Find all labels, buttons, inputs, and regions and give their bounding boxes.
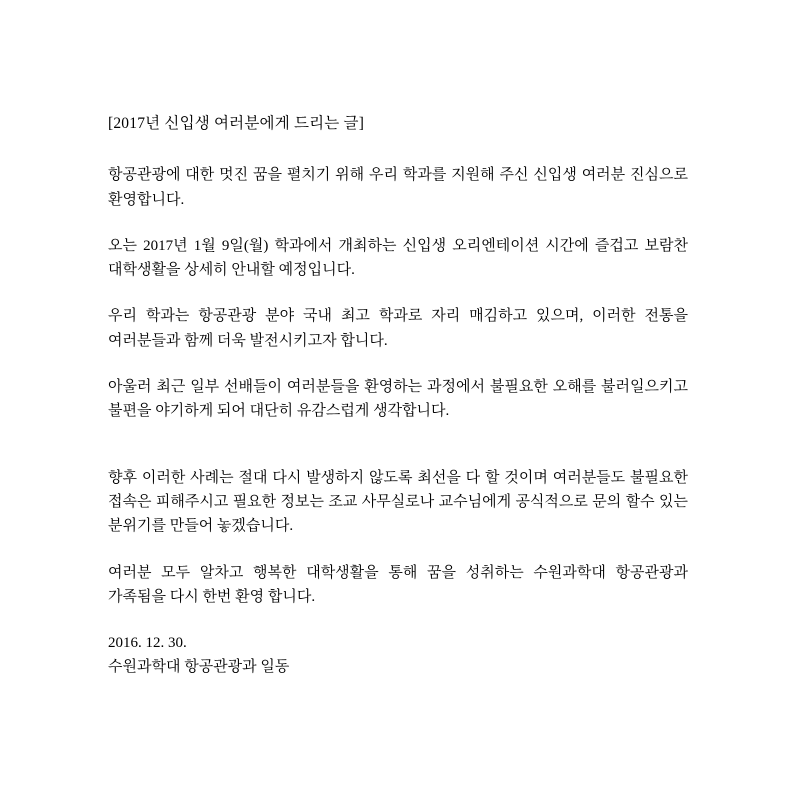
paragraph-apology: 아울러 최근 일부 선배들이 여러분들을 환영하는 과정에서 불필요한 오해를 불러일으키고 불편을 야기하게 되어 대단히 유감스럽게 생각합니다. <box>108 379 688 420</box>
paragraph-prevention: 향후 이러한 사례는 절대 다시 발생하지 않도록 최선을 다 할 것이며 여러분들도 불필요한 접속은 피해주시고 필요한 정보는 조교 사무실로나 교수님에게 공식적으로 문의 할수 있는 분위기를 만들어 놓겠습니다. <box>108 469 688 535</box>
paragraph-closing-welcome: 여러분 모두 알차고 행복한 대학생활을 통해 꿈을 성취하는 수원과학대 항공관광과 가족됨을 다시 한번 환영 합니다. <box>108 564 688 605</box>
signature-author: 수원과학대 항공관광과 일동 <box>108 659 290 676</box>
signature-date: 2016. 12. 30. <box>108 635 187 652</box>
paragraph-welcome: 항공관광에 대한 멋진 꿈을 펼치기 위해 우리 학과를 지원해 주신 신입생 여러분 진심으로 환영합니다. <box>108 167 688 208</box>
paragraph-department-tradition: 우리 학과는 항공관광 분야 국내 최고 학과로 자리 매김하고 있으며, 이러한 전통을 여러분들과 함께 더욱 발전시키고자 합니다. <box>108 308 688 349</box>
paragraph-orientation: 오는 2017년 1월 9일(월) 학과에서 개최하는 신입생 오리엔테이션 시간에 즐겁고 보람찬 대학생활을 상세히 안내할 예정입니다. <box>108 237 688 279</box>
document-title: [2017년 신입생 여러분에게 드리는 글] <box>108 115 365 132</box>
document-body <box>108 112 688 680</box>
signature-block <box>108 631 688 680</box>
